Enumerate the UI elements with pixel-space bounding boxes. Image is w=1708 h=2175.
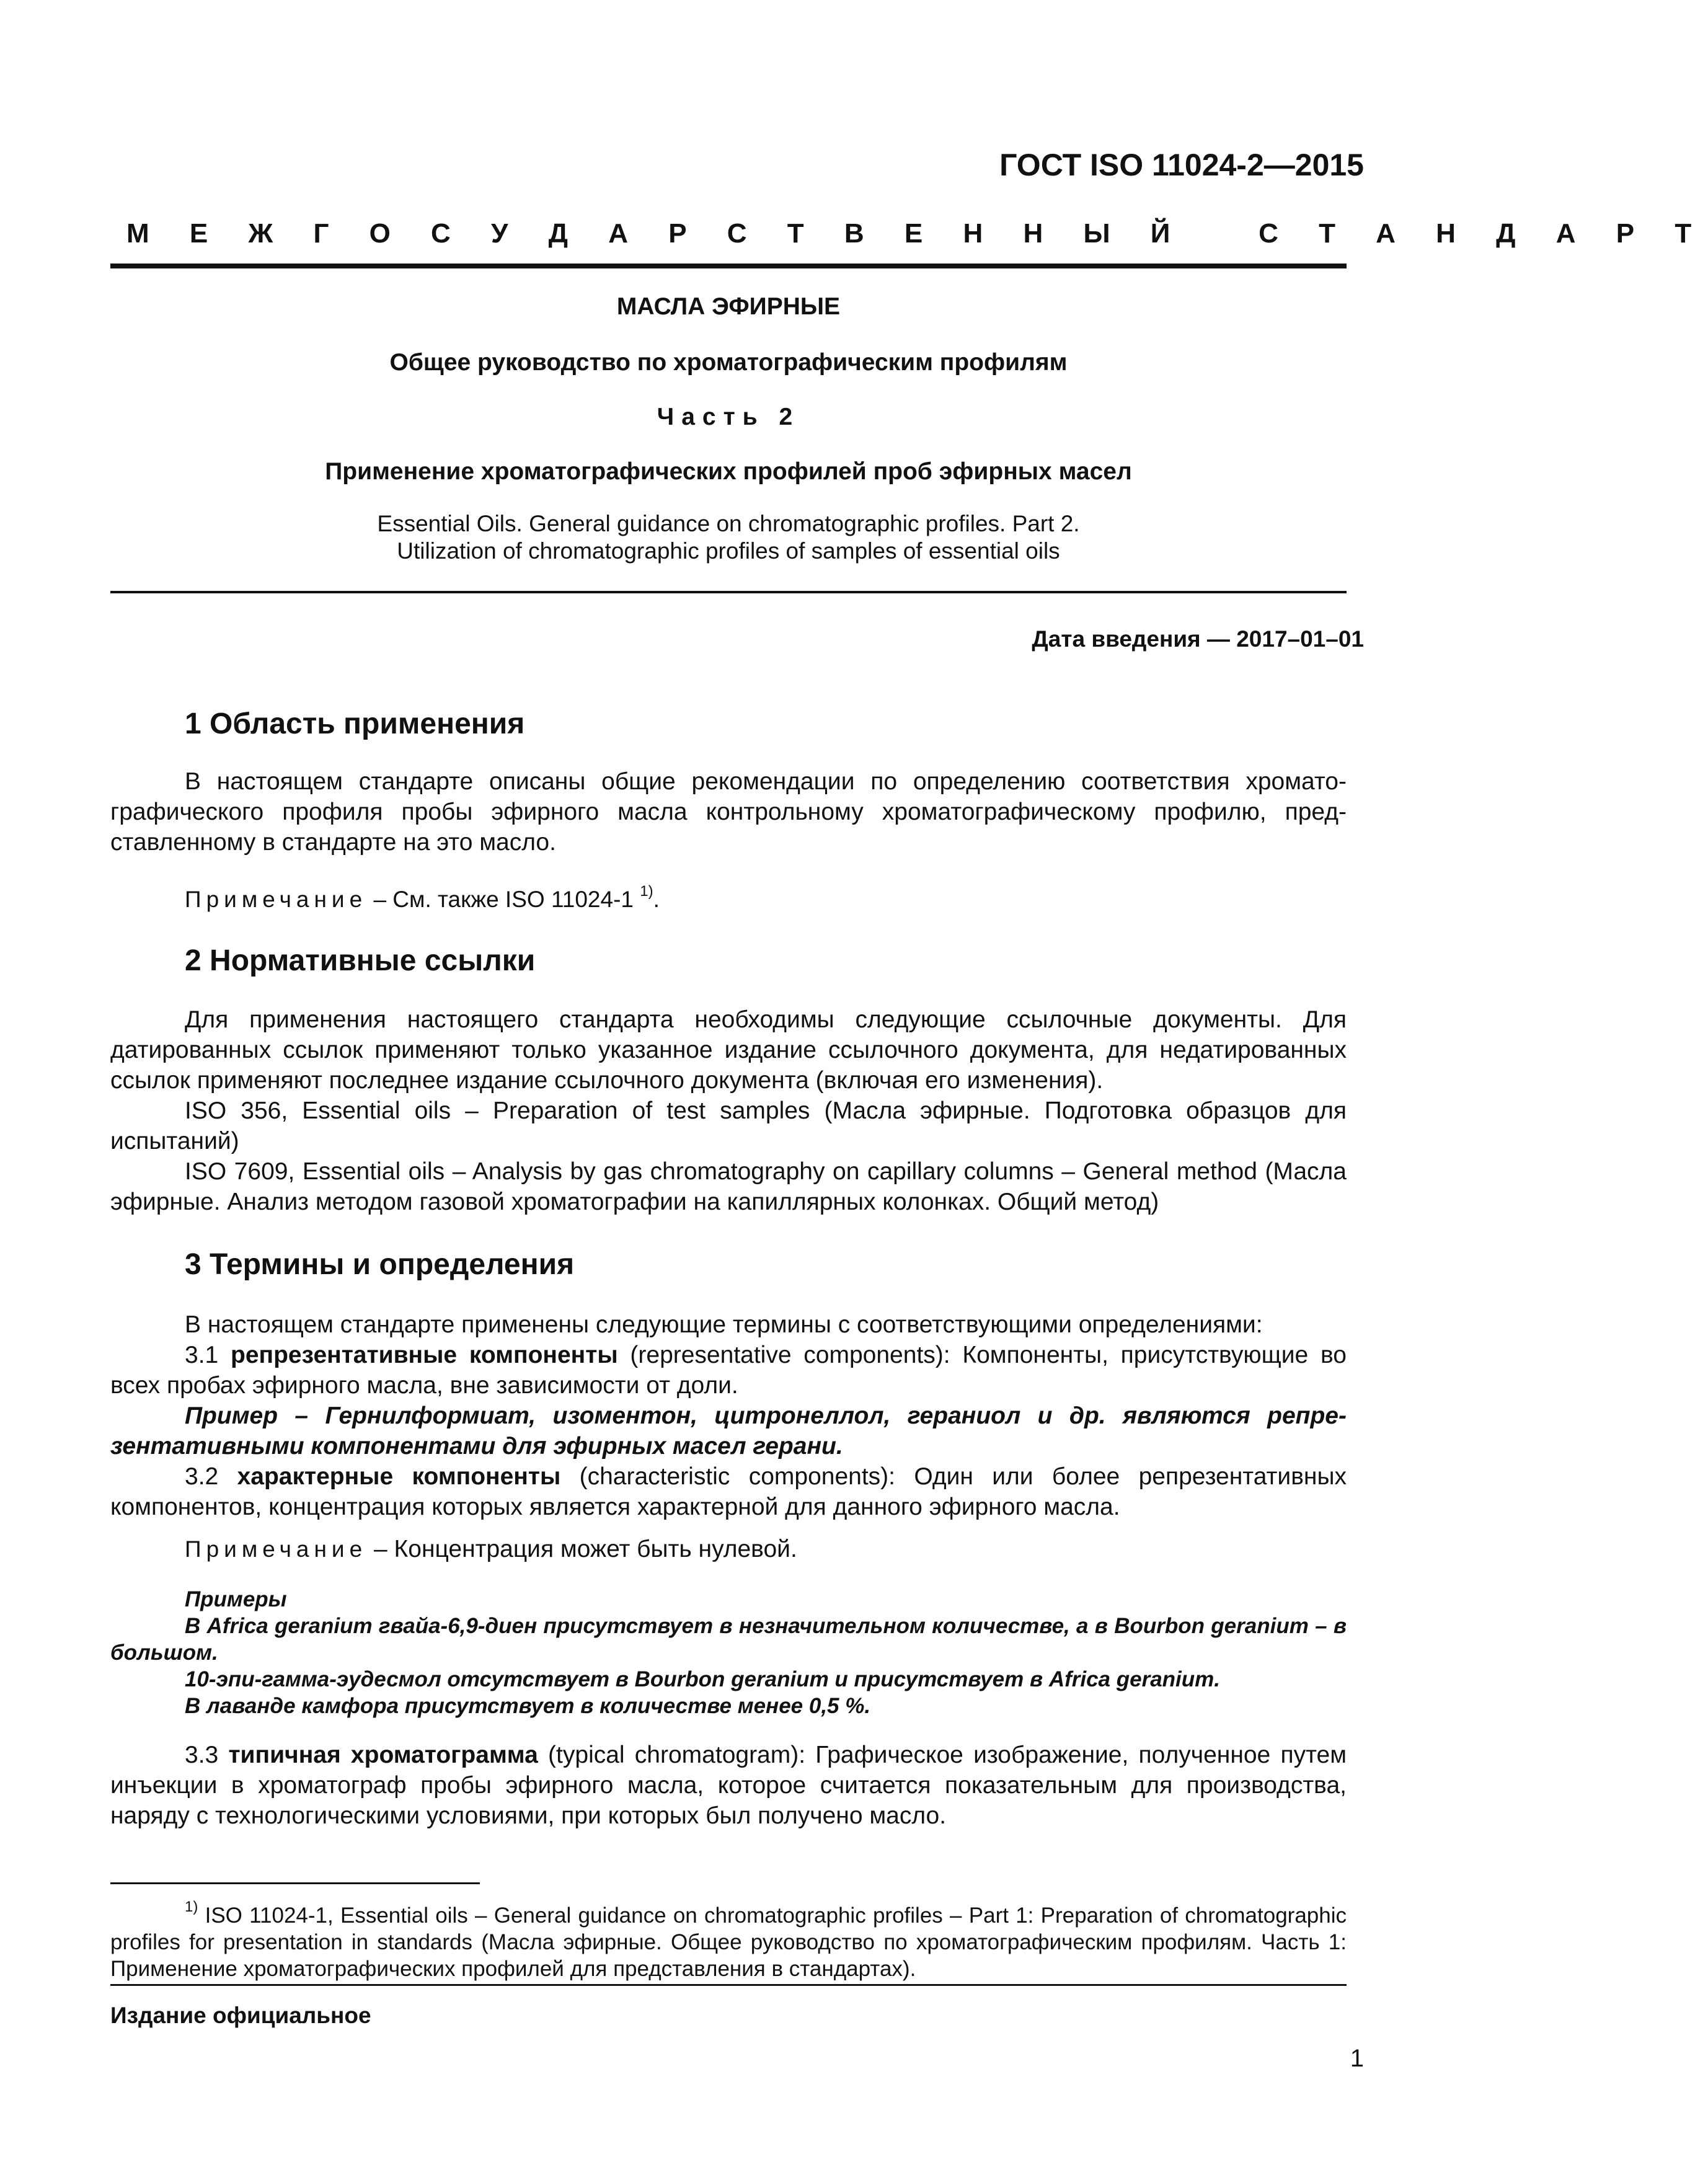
section-1-note bbox=[110, 884, 1347, 915]
note-label: Примечание bbox=[185, 887, 368, 912]
term-3-1-name: репрезентативные компоненты bbox=[231, 1342, 618, 1368]
note-end: . bbox=[653, 887, 660, 912]
section-2-heading: 2 Нормативные ссылки bbox=[185, 944, 536, 977]
example-3: В лаванде камфора присутствует в количестве менее 0,5 %. bbox=[185, 1694, 871, 1718]
note-text: – Концентрация может быть нулевой. bbox=[367, 1536, 797, 1562]
examples-label: Примеры bbox=[185, 1587, 287, 1611]
part-label: Часть 2 bbox=[657, 404, 800, 430]
section-3-note bbox=[110, 1534, 1347, 1564]
term-3-1-definition: (representative components): Компоненты, присутствующие во всех пробах эфирного масла, вне зависимости от доли. bbox=[110, 1342, 1347, 1399]
footnote bbox=[110, 1898, 1347, 1982]
section-1-paragraph: В настоящем стандарте описаны общие рекомендации по определению соответствия хроматографического профиля пробы эфирного масла контрольному хроматографическому профилю, представленному в стандарте на это масло. bbox=[110, 768, 1347, 856]
term-3-3 bbox=[110, 1740, 1347, 1831]
section-2-paragraph: Для применения настоящего стандарта необходимы следующие ссылочные документы. Для датированных ссылок применяют только указанное издание ссылочного документа, для недатированных ссылок применяют последнее издание ссылочного документа (включая его изменения). bbox=[110, 1006, 1347, 1094]
term-3-3-name: типичная хроматограмма bbox=[228, 1742, 538, 1768]
part-subtitle: Применение хроматографических профилей проб эфирных масел bbox=[325, 458, 1132, 485]
section-1-heading: 1 Область применения bbox=[185, 707, 525, 740]
example-2: 10-эпи-гамма-эудесмол отсутствует в Bourbon geranium и присутствует в Africa geranium. bbox=[185, 1667, 1221, 1691]
reference-iso-7609: ISO 7609, Essential oils – Analysis by gas chromatography on capillary columns – General method (Масла эфирные. Анализ методом газовой хроматографии на капиллярных колонках. Общий метод) bbox=[110, 1158, 1347, 1215]
page-number: 1 bbox=[1350, 2045, 1364, 2072]
header-rule bbox=[110, 264, 1347, 268]
general-title: Общее руководство по хроматографическим профилям bbox=[389, 349, 1068, 376]
footnote-text: ISO 11024-1, Essential oils – General guidance on chromatographic profiles – Part 1: Preparation of chromatographic profiles for presentation in standards (Масла эфирные. Общее руководство по хроматографическим профилям. Часть 1: Применение хроматографических профилей для представления в стандартах). bbox=[110, 1903, 1347, 1981]
term-3-1-number: 3.1 bbox=[185, 1342, 231, 1368]
footnote-separator bbox=[110, 1882, 480, 1884]
term-3-2-number: 3.2 bbox=[185, 1463, 237, 1490]
section-3-intro: В настоящем стандарте применены следующие термины с соответствующими определениями: bbox=[185, 1311, 1263, 1338]
example-1: В Africa geranium гвайа-6,9-диен присутствует в незначительном количестве, а в Bourbon geranium – в большом. bbox=[110, 1614, 1347, 1665]
document-number: ГОСТ ISO 11024-2—2015 bbox=[999, 148, 1364, 182]
note-label: Примечание bbox=[185, 1536, 368, 1562]
term-3-2-name: характерные компоненты bbox=[237, 1463, 561, 1490]
english-title-line-1: Essential Oils. General guidance on chromatographic profiles. Part 2. bbox=[377, 511, 1080, 536]
section-3-heading: 3 Термины и определения bbox=[185, 1248, 575, 1281]
reference-iso-356: ISO 356, Essential oils – Preparation of test samples (Масла эфирные. Подготовка образцов для испытаний) bbox=[110, 1097, 1347, 1154]
document-title: МАСЛА ЭФИРНЫЕ bbox=[616, 293, 841, 320]
term-3-2 bbox=[110, 1461, 1347, 1522]
footnote-marker: 1) bbox=[640, 883, 653, 900]
note-text: – См. также ISO 11024-1 bbox=[367, 887, 634, 912]
footnote-marker: 1) bbox=[185, 1898, 198, 1915]
title-rule bbox=[110, 591, 1347, 593]
term-3-3-number: 3.3 bbox=[185, 1742, 229, 1768]
edition-label: Издание официальное bbox=[110, 2003, 371, 2028]
introduction-date: Дата введения — 2017–01–01 bbox=[1032, 626, 1364, 652]
term-3-2-definition: (characteristic components): Один или более репрезентативных компонентов, концентрация которых является характерной для данного эфирного масла. bbox=[110, 1463, 1347, 1520]
term-3-1-example: Пример – Гернилформиат, изоментон, цитронеллол, гераниол и др. являются репрезентативными компонентами для эфирных масел герани. bbox=[110, 1402, 1347, 1460]
english-title-line-2: Utilization of chromatographic profiles of samples of essential oils bbox=[397, 538, 1060, 564]
footer-rule bbox=[110, 1984, 1347, 1986]
standard-type-label: М Е Ж Г О С У Д А Р С Т В Е Н Н Ы Й С Т А Н Д А Р Т bbox=[126, 218, 1708, 249]
term-3-1 bbox=[110, 1340, 1347, 1401]
term-3-3-definition: (typical chromatogram): Графическое изображение, полученное путем инъекции в хроматограф пробы эфирного масла, которое считается показательным для производства, наряду с технологическими условиями, при которых был получено масло. bbox=[110, 1742, 1347, 1829]
